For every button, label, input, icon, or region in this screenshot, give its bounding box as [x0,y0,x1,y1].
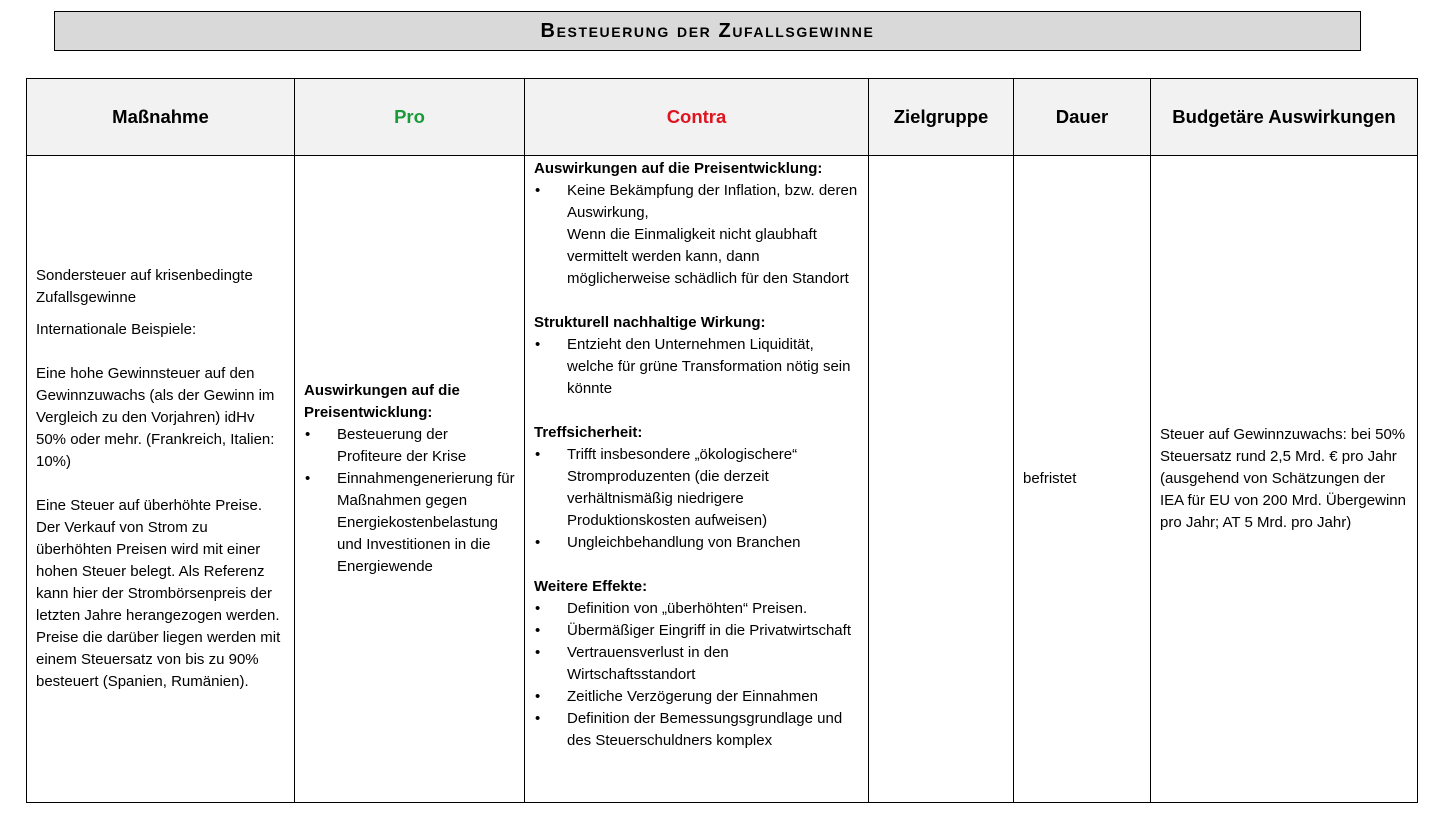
bullet-icon: • [535,336,541,353]
bullet-icon: • [535,688,541,705]
title-banner [54,11,1361,51]
cell-budget [1151,156,1418,803]
list-item [304,424,515,468]
dauer-text: befristet [1023,470,1077,487]
list-item [534,686,859,708]
contra-bullet: Definition von „überhöhten“ Preisen. [567,600,808,617]
bullet-icon: • [535,182,541,199]
massnahme-text-3: Eine hohe Gewinnsteuer auf den Gewinnzuwachs (als der Gewinn im Vergleich zu den Vorjahren) idHv 50% oder mehr. (Frankreich, Italien: 10%) [36,365,275,470]
list-item [534,620,859,642]
cell-pro [295,156,525,803]
cell-contra [525,156,869,803]
cell-zielgruppe [869,156,1014,803]
contra-bullet: Zeitliche Verzögerung der Einnahmen [567,688,818,705]
massnahme-text-4: Eine Steuer auf überhöhte Preise. Der Verkauf von Strom zu überhöhten Preisen wird mit einer hohen Steuer belegt. Als Referenz kann hier der Strombörsenpreis der letzten Jahre herangezogen werden. Preise die darüber liegen werden mit einem Steuersatz von bis zu 90% besteuert (Spanien, Rumänien). [36,497,281,690]
list-item [534,334,859,400]
list-item [304,468,515,578]
contra-bullet: Vertrauensverlust in den Wirtschaftsstandort [567,644,729,683]
list-item [534,444,859,532]
bullet-icon: • [535,622,541,639]
cell-massnahme [27,156,295,803]
pro-heading: Auswirkungen auf die Preisentwicklung: [304,382,460,421]
contra-bullet: Definition der Bemessungsgrundlage und des Steuerschuldners komplex [567,710,843,749]
list-item [534,708,859,752]
contra-heading: Auswirkungen auf die Preisentwicklung: [534,160,823,177]
contra-bullet: Keine Bekämpfung der Inflation, bzw. deren Auswirkung, Wenn die Einmaligkeit nicht glaubhaft vermittelt werden kann, dann möglicherweise schädlich für den Standort [567,182,858,287]
header-budget: Budgetäre Auswirkungen [1151,79,1418,156]
table-row [27,156,1418,803]
pro-bullet: Besteuerung der Profiteure der Krise [337,426,467,465]
contra-heading: Weitere Effekte: [534,578,648,595]
cell-dauer [1014,156,1151,803]
header-contra: Contra [525,79,869,156]
header-massnahme: Maßnahme [27,79,295,156]
bullet-icon: • [305,470,311,487]
contra-bullet: Übermäßiger Eingriff in die Privatwirtschaft [567,622,851,639]
header-row [27,79,1418,156]
massnahme-text-1: Sondersteuer auf krisenbedingte Zufallsgewinne [36,267,253,306]
list-item [534,180,859,290]
bullet-icon: • [535,710,541,727]
bullet-icon: • [535,534,541,551]
bullet-icon: • [535,644,541,661]
bullet-icon: • [535,600,541,617]
contra-bullet: Ungleichbehandlung von Branchen [567,534,801,551]
massnahme-text-2: Internationale Beispiele: [36,321,197,338]
list-item [534,532,859,554]
contra-bullet: Entzieht den Unternehmen Liquidität, welche für grüne Transformation nötig sein könnte [567,336,851,397]
contra-bullet: Trifft insbesondere „ökologischere“ Stromproduzenten (die derzeit verhältnismäßig niedrigere Produktionskosten aufweisen) [567,446,798,529]
header-pro: Pro [295,79,525,156]
bullet-icon: • [535,446,541,463]
contra-heading: Treffsicherheit: [534,424,643,441]
list-item [534,642,859,686]
header-dauer: Dauer [1014,79,1151,156]
contra-heading: Strukturell nachhaltige Wirkung: [534,314,766,331]
pro-bullet: Einnahmengenerierung für Maßnahmen gegen Energiekostenbelastung und Investitionen in die Energiewende [337,470,515,575]
page-title: Besteuerung der Zufallsgewinne [540,19,875,42]
measures-table [26,78,1418,803]
budget-text: Steuer auf Gewinnzuwachs: bei 50% Steuersatz rund 2,5 Mrd. € pro Jahr (ausgehend von Schätzungen der IEA für EU von 200 Mrd. Übergewinn pro Jahr; AT 5 Mrd. pro Jahr) [1160,426,1406,531]
bullet-icon: • [305,426,311,443]
header-zielgruppe: Zielgruppe [869,79,1014,156]
list-item [534,598,859,620]
